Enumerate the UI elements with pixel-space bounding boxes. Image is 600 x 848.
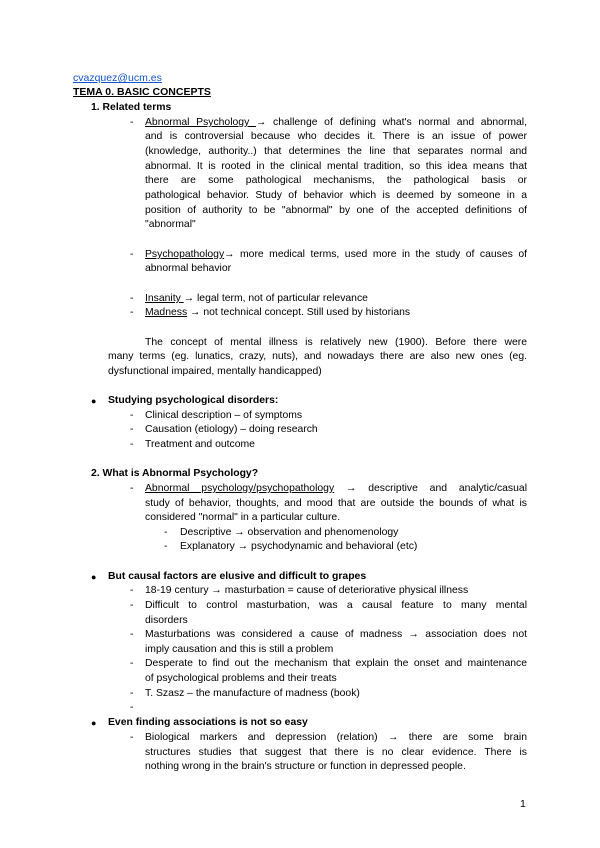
list-item xyxy=(145,306,410,320)
paragraph-line: The concept of mental illness is relatively new (1900). Before there were xyxy=(145,337,527,348)
dash-bullet: - xyxy=(130,629,134,640)
text-line: there are some pathological mechanisms, the pathological basis or xyxy=(145,175,527,186)
dash-bullet: - xyxy=(164,527,168,538)
text-line: imply causation and this is still a problem xyxy=(145,644,334,655)
list-item: Clinical description – of symptoms xyxy=(145,410,303,421)
sub-item: Explanatory → psychodynamic and behavioral (etc) xyxy=(180,541,418,552)
text-line: considered "normal" in a particular culture. xyxy=(145,512,341,523)
dash-bullet: - xyxy=(130,732,134,743)
dash-bullet: - xyxy=(130,483,134,494)
section-heading: 2. What is Abnormal Psychology? xyxy=(91,468,259,479)
item-text: → challenge of defining what's normal and abnormal, xyxy=(255,117,527,128)
bullet-heading: But causal factors are elusive and difficult to grapes xyxy=(108,571,367,582)
list-item xyxy=(145,292,368,306)
dash-bullet: - xyxy=(164,541,168,552)
text-line: (knowledge, authority..) that determines the line that separates normal and xyxy=(145,146,527,157)
term-madness: Madness xyxy=(145,307,188,318)
term-insanity: Insanity xyxy=(145,293,184,304)
dash-bullet: - xyxy=(130,439,134,450)
dash-bullet: - xyxy=(130,702,134,713)
dash-bullet: - xyxy=(130,424,134,435)
text-line: pathological behavior. Study of behavior which is deemed by someone in a xyxy=(145,190,527,201)
list-item: T. Szasz – the manufacture of madness (book) xyxy=(145,688,360,699)
dash-bullet: - xyxy=(130,307,134,318)
list-item: Difficult to control masturbation, was a causal feature to many mental xyxy=(145,600,527,611)
page-number: 1 xyxy=(520,798,526,810)
dash-bullet: - xyxy=(130,249,134,260)
paragraph-line: dysfunctional impaired, mentally handicapped) xyxy=(108,366,322,377)
dash-bullet: - xyxy=(130,117,134,128)
dash-bullet: - xyxy=(130,600,134,611)
bullet-heading: Even finding associations is not so easy xyxy=(108,717,308,728)
text-line: study of behavior, thoughts, and mood that are outside the bounds of what is xyxy=(145,498,527,509)
dash-bullet: - xyxy=(130,658,134,669)
email-link[interactable]: cvazquez@ucm.es xyxy=(73,72,162,84)
dot-bullet: ● xyxy=(91,396,97,406)
text-line: abnormal. It is rooted in the clinical mental tradition, so this idea means that xyxy=(145,161,527,172)
text-line: structures studies that suggest that there is no clear evidence. There is xyxy=(145,747,527,758)
text-line: of psychological problems and their treats xyxy=(145,673,337,684)
list-item: 18-19 century → masturbation = cause of deteriorative physical illness xyxy=(145,585,469,596)
text-line: nothing wrong in the brain's structure or function in depressed people. xyxy=(145,761,466,772)
text-line: and is controversial because who decides it. There is an issue of power xyxy=(145,131,527,142)
item-text: → more medical terms, used more in the study of causes of xyxy=(224,249,527,260)
item-text: → descriptive and analytic/casual xyxy=(334,483,527,494)
list-item: Biological markers and depression (relation) → there are some brain xyxy=(145,732,527,743)
text-line: "abnormal" xyxy=(145,219,196,230)
sub-item: Descriptive → observation and phenomenology xyxy=(180,527,399,538)
list-item xyxy=(145,482,527,496)
term-abnormal-psychopathology: Abnormal psychology/psychopathology xyxy=(145,483,335,494)
item-text: → not technical concept. Still used by historians xyxy=(187,307,411,318)
doc-title: TEMA 0. BASIC CONCEPTS xyxy=(73,86,211,98)
dash-bullet: - xyxy=(130,293,134,304)
list-item xyxy=(145,248,527,262)
text-line: abnormal behavior xyxy=(145,263,232,274)
list-item xyxy=(145,116,527,130)
term-psychopathology: Psychopathology xyxy=(145,249,225,260)
list-item: Causation (etiology) – doing research xyxy=(145,424,318,435)
list-item: Treatment and outcome xyxy=(145,439,255,450)
dot-bullet: ● xyxy=(91,572,97,582)
dash-bullet: - xyxy=(130,585,134,596)
text-line: position of authority to be "abnormal" by one of the accepted definitions of xyxy=(145,205,527,216)
list-item: Desperate to find out the mechanism that explain the onset and maintenance xyxy=(145,658,527,669)
paragraph-line: many terms (eg. lunatics, crazy, nuts), and nowadays there are also new ones (eg. xyxy=(108,351,527,362)
bullet-heading: Studying psychological disorders: xyxy=(108,395,279,406)
text-line: disorders xyxy=(145,615,188,626)
dash-bullet: - xyxy=(130,410,134,421)
term-abnormal-psychology: Abnormal Psychology xyxy=(145,117,256,128)
dot-bullet: ● xyxy=(91,718,97,728)
item-text: → legal term, not of particular relevance xyxy=(183,293,368,304)
section-heading: 1. Related terms xyxy=(91,102,172,113)
dash-bullet: - xyxy=(130,688,134,699)
list-item: Masturbations was considered a cause of madness → association does not xyxy=(145,629,527,640)
